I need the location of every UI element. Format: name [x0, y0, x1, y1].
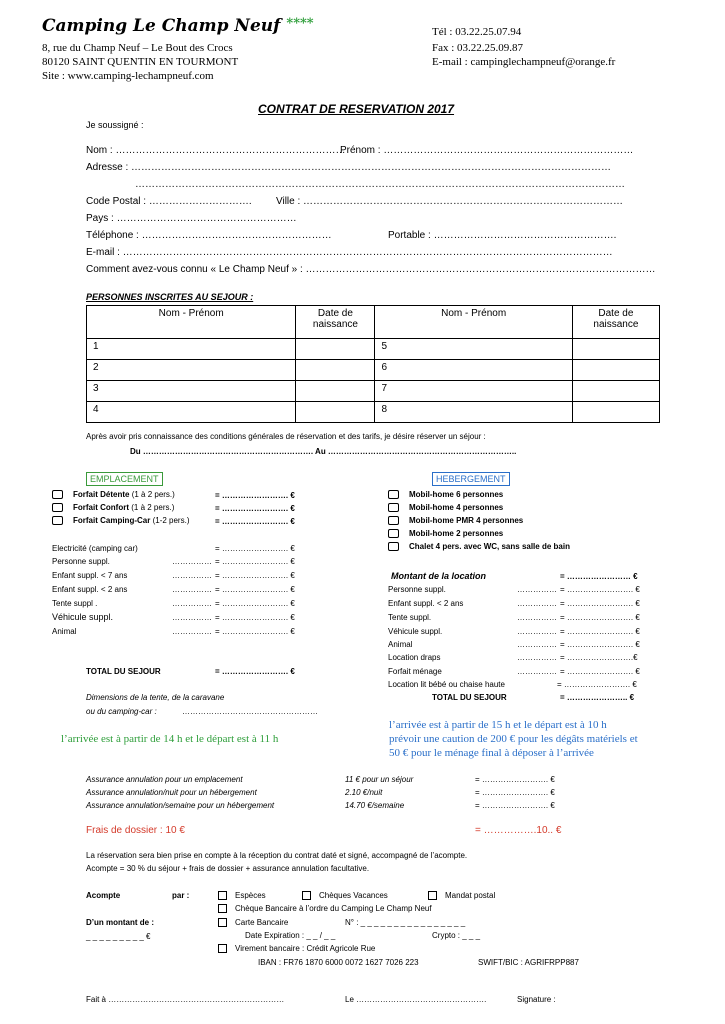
le-field[interactable]: Le ………………………………………….	[345, 995, 487, 1004]
montant-field[interactable]: _ _ _ _ _ _ _ _ _ €	[86, 932, 151, 941]
heb-draps: Location draps	[388, 653, 441, 662]
nom-field[interactable]: Nom : ……………………………………………………………	[86, 145, 346, 156]
option-virement[interactable]: Virement bancaire : Crédit Agricole Rue	[218, 944, 375, 953]
dimensions-field[interactable]: ……………………………………………	[182, 707, 318, 716]
table-row[interactable]: 1 5	[87, 339, 660, 360]
pays-field[interactable]: Pays : ………………………………………………	[86, 213, 297, 224]
mobil-home-6[interactable]: Mobil-home 6 personnes	[388, 490, 503, 499]
heb-tente: Tente suppl.	[388, 613, 432, 622]
forfait-camping-car[interactable]: Forfait Camping-Car (1-2 pers.)	[52, 516, 189, 525]
total-emplacement-value[interactable]: = ……………………. €	[215, 667, 295, 676]
website: Site : www.camping-lechampneuf.com	[42, 70, 214, 82]
arrival-hebergement-2: prévoir une caution de 200 € pour les dégâts matériels et	[389, 733, 638, 745]
emplacement-label: EMPLACEMENT	[86, 472, 163, 486]
je-soussigne: Je soussigné :	[86, 120, 144, 130]
total-hebergement-label: TOTAL DU SEJOUR	[432, 693, 507, 702]
checkbox[interactable]	[218, 944, 227, 953]
checkbox[interactable]	[388, 516, 399, 525]
dates-line[interactable]: Du ………………………………………………………. Au ……………………………………………………………..	[130, 447, 517, 456]
extra-animal: Animal	[52, 627, 77, 636]
table-row[interactable]: 4 8	[87, 402, 660, 423]
option-cheque-bancaire[interactable]: Chèque Bancaire à l’ordre du Camping Le Champ Neuf	[218, 904, 432, 913]
telephone-field[interactable]: Téléphone : …………………………………………………	[86, 230, 332, 241]
code-postal-field[interactable]: Code Postal : ………………………….	[86, 196, 252, 207]
montant-location-value[interactable]: = …………………… €	[560, 572, 638, 581]
heb-menage: Forfait ménage	[388, 667, 442, 676]
heb-lit-bebe: Location lit bébé ou chaise haute	[388, 680, 505, 689]
stars: ****	[286, 16, 314, 31]
table-header-row	[87, 306, 660, 339]
extra-enfant-2: Enfant suppl. < 2 ans	[52, 585, 128, 594]
forfait-confort[interactable]: Forfait Confort (1 à 2 pers.)	[52, 503, 174, 512]
crypto-field[interactable]: Crypto : _ _ _	[432, 931, 481, 940]
checkbox[interactable]	[52, 490, 63, 499]
portable-field[interactable]: Portable : ……………………………………………….	[388, 230, 617, 241]
comment-field[interactable]: Comment avez-vous connu « Le Champ Neuf » : ……………………………………………………………………………………………	[86, 264, 656, 275]
arrival-emplacement: l’arrivée est à partir de 14 h et le départ est à 11 h	[61, 733, 279, 745]
persons-table	[86, 305, 660, 423]
arrival-hebergement-1: l’arrivée est à partir de 15 h et le départ est à 10 h	[389, 719, 607, 731]
prenom-field[interactable]: Prénom : …………………………………………………………………	[340, 145, 634, 156]
extra-vehicule: Véhicule suppl.	[52, 612, 114, 622]
extra-personne: Personne suppl.	[52, 557, 110, 566]
chalet-4[interactable]: Chalet 4 pers. avec WC, sans salle de bain	[388, 542, 570, 551]
option-carte[interactable]: Carte Bancaire	[218, 918, 288, 927]
reservation-note-2: Acompte = 30 % du séjour + frais de dossier + assurance annulation facultative.	[86, 864, 370, 873]
hebergement-label: HEBERGEMENT	[432, 472, 510, 486]
montant-de-label: D’un montant de :	[86, 918, 154, 927]
extra-electricite: Electricité (camping car)	[52, 544, 138, 553]
option-especes[interactable]: Espèces	[218, 891, 266, 900]
iban: IBAN : FR76 1870 6000 0072 1627 7026 223	[258, 958, 419, 967]
checkbox[interactable]	[302, 891, 311, 900]
fax: Fax : 03.22.25.09.87	[432, 42, 524, 54]
frais-dossier-label: Frais de dossier : 10 €	[86, 825, 185, 836]
checkbox[interactable]	[218, 904, 227, 913]
swift: SWIFT/BIC : AGRIFRPP887	[478, 958, 579, 967]
total-hebergement-value[interactable]: = ………………….. €	[560, 693, 635, 702]
email-contact: E-mail : campinglechampneuf@orange.fr	[432, 56, 616, 68]
table-row[interactable]: 2 6	[87, 360, 660, 381]
persons-title: PERSONNES INSCRITES AU SEJOUR :	[86, 292, 254, 302]
col-date-2: Date de naissance	[572, 306, 659, 339]
col-name: Nom - Prénom	[87, 306, 296, 339]
adresse-field[interactable]: Adresse : ………………………………………………………………………………………………………………………………	[86, 162, 612, 173]
total-emplacement-label: TOTAL DU SEJOUR	[86, 667, 161, 676]
assurance-nuit-label: Assurance annulation/nuit pour un hébergement	[86, 788, 257, 797]
option-mandat[interactable]: Mandat postal	[428, 891, 495, 900]
dimensions-label-2: ou du camping-car :	[86, 707, 157, 716]
checkbox[interactable]	[388, 529, 399, 538]
checkbox[interactable]	[218, 891, 227, 900]
option-cheques-vacances[interactable]: Chèques Vacances	[302, 891, 388, 900]
heb-animal: Animal	[388, 640, 413, 649]
checkbox[interactable]	[388, 490, 399, 499]
dimensions-label: Dimensions de la tente, de la caravane	[86, 693, 225, 702]
heb-personne: Personne suppl.	[388, 585, 446, 594]
expiration-field[interactable]: Date Expiration : _ _ / _ _	[245, 931, 336, 940]
mobil-home-pmr[interactable]: Mobil-home PMR 4 personnes	[388, 516, 523, 525]
ville-field[interactable]: Ville : ……………………………………………………………………………………	[276, 196, 624, 207]
email-field[interactable]: E-mail : …………………………………………………………………………………………………………………………………	[86, 247, 613, 258]
par-label: par :	[172, 891, 190, 900]
acompte-label: Acompte	[86, 891, 121, 900]
mobil-home-2[interactable]: Mobil-home 2 personnes	[388, 529, 503, 538]
conditions-text: Après avoir pris connaissance des conditions générales de réservation et des tarifs, je désire réserver un séjour :	[86, 432, 486, 441]
signature-label[interactable]: Signature :	[517, 995, 556, 1004]
checkbox[interactable]	[218, 918, 227, 927]
extra-enfant-7: Enfant suppl. < 7 ans	[52, 571, 128, 580]
fait-a-field[interactable]: Fait à …………………………………………………………	[86, 995, 285, 1004]
extra-tente: Tente suppl .	[52, 599, 98, 608]
address-line-2: 80120 SAINT QUENTIN EN TOURMONT	[42, 56, 239, 68]
arrival-hebergement-3: 50 € pour le ménage final à déposer à l’arrivée	[389, 747, 594, 759]
assurance-semaine-label: Assurance annulation/semaine pour un hébergement	[86, 801, 275, 810]
camping-name: Camping Le Champ Neuf ****	[42, 16, 314, 36]
checkbox[interactable]	[388, 542, 399, 551]
checkbox[interactable]	[52, 503, 63, 512]
contract-title: CONTRAT DE RESERVATION 2017	[258, 102, 455, 116]
forfait-detente[interactable]: Forfait Détente (1 à 2 pers.)	[52, 490, 175, 499]
address-line-1: 8, rue du Champ Neuf – Le Bout des Crocs	[42, 42, 233, 54]
checkbox[interactable]	[388, 503, 399, 512]
card-number-field[interactable]: N° : _ _ _ _ _ _ _ _ _ _ _ _ _ _ _ _	[345, 918, 466, 927]
heb-vehicule: Véhicule suppl.	[388, 627, 443, 636]
adresse-field-2[interactable]: …………………………………………………………………………………………………………………………………	[135, 179, 625, 190]
mobil-home-4[interactable]: Mobil-home 4 personnes	[388, 503, 503, 512]
montant-location-label: Montant de la location	[391, 571, 487, 581]
heb-enfant-2: Enfant suppl. < 2 ans	[388, 599, 464, 608]
col-name-2: Nom - Prénom	[375, 306, 572, 339]
assurance-emplacement-label: Assurance annulation pour un emplacement	[86, 775, 243, 784]
checkbox[interactable]	[52, 516, 63, 525]
col-date: Date de naissance	[296, 306, 375, 339]
table-row[interactable]: 3 7	[87, 381, 660, 402]
checkbox[interactable]	[428, 891, 437, 900]
reservation-note-1: La réservation sera bien prise en compte à la réception du contrat daté et signé, accompagné de l’acompte.	[86, 851, 468, 860]
frais-dossier-value: = …………….10.. €	[475, 825, 562, 836]
phone: Tél : 03.22.25.07.94	[432, 26, 522, 38]
